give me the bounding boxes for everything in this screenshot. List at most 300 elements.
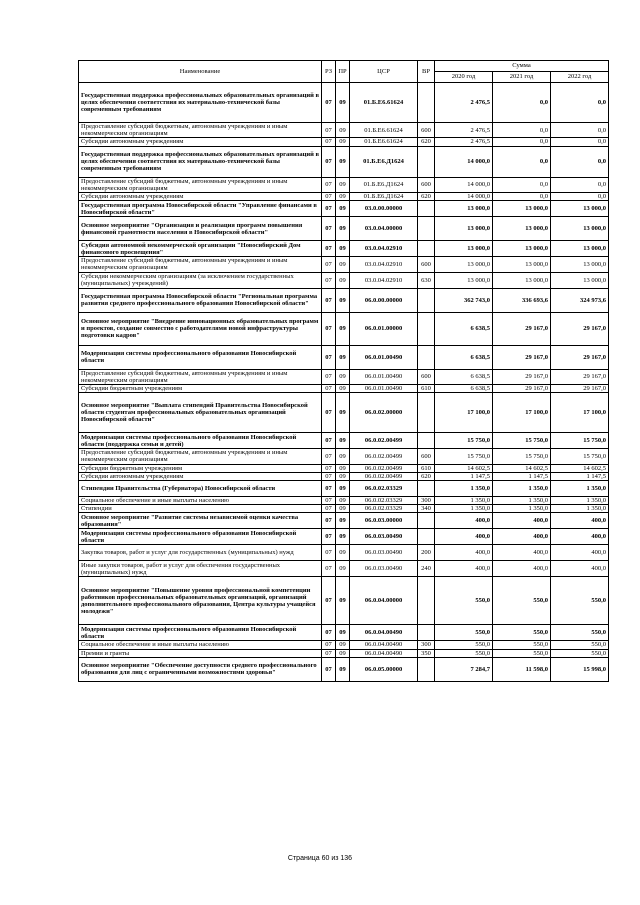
cell-csr: 06.0.01.00000	[350, 312, 418, 345]
cell-2020: 400,0	[435, 561, 493, 577]
table-row	[79, 177, 609, 192]
cell-vr: 600	[418, 123, 435, 138]
cell-2022: 13 000,0	[551, 257, 609, 272]
cell-name: Социальное обеспечение и иные выплаты населению	[79, 641, 322, 649]
cell-2020: 14 000,0	[435, 193, 493, 201]
cell-vr: 620	[418, 472, 435, 480]
cell-2022: 550,0	[551, 641, 609, 649]
cell-csr: 06.0.03.00490	[350, 561, 418, 577]
cell-pr: 09	[336, 385, 350, 393]
cell-rz: 07	[322, 649, 336, 657]
cell-name: Субсидии автономным учреждениям	[79, 193, 322, 201]
cell-vr: 610	[418, 464, 435, 472]
cell-2022: 0,0	[551, 83, 609, 123]
cell-vr	[418, 241, 435, 257]
cell-rz: 07	[322, 288, 336, 312]
cell-pr: 09	[336, 497, 350, 505]
cell-vr: 600	[418, 449, 435, 464]
cell-2022: 400,0	[551, 529, 609, 545]
table-row	[79, 472, 609, 480]
cell-name: Основное мероприятие "Организация и реализация программ повышения финансовой грамотности населения в Новосибирской области"	[79, 217, 322, 241]
cell-pr: 09	[336, 433, 350, 449]
cell-2022: 15 750,0	[551, 449, 609, 464]
cell-2022: 400,0	[551, 545, 609, 561]
cell-2020: 2 476,5	[435, 123, 493, 138]
table-row	[79, 241, 609, 257]
cell-2021: 0,0	[493, 83, 551, 123]
cell-name: Предоставление субсидий бюджетным, автономным учреждениям и иным некоммерческим организациям	[79, 449, 322, 464]
cell-vr: 350	[418, 649, 435, 657]
cell-name: Стипендии	[79, 505, 322, 513]
cell-2020: 400,0	[435, 513, 493, 529]
cell-rz: 07	[322, 545, 336, 561]
cell-2022: 13 000,0	[551, 201, 609, 217]
cell-pr: 09	[336, 649, 350, 657]
cell-2021: 336 693,6	[493, 288, 551, 312]
cell-2020: 550,0	[435, 577, 493, 625]
cell-2020: 6 638,5	[435, 385, 493, 393]
cell-rz: 07	[322, 561, 336, 577]
cell-2022: 550,0	[551, 649, 609, 657]
cell-vr: 300	[418, 641, 435, 649]
cell-pr: 09	[336, 257, 350, 272]
cell-name: Модернизация системы профессионального образования Новосибирской области (поддержка семьи и детей)	[79, 433, 322, 449]
cell-csr: 06.0.04.00490	[350, 641, 418, 649]
cell-name: Закупка товаров, работ и услуг для государственных (муниципальных) нужд	[79, 545, 322, 561]
cell-vr: 630	[418, 272, 435, 288]
cell-name: Предоставление субсидий бюджетным, автономным учреждениям и иным некоммерческим организациям	[79, 369, 322, 384]
cell-2021: 0,0	[493, 177, 551, 192]
col-header-rz: РЗ	[322, 61, 336, 83]
cell-2022: 324 973,6	[551, 288, 609, 312]
cell-pr: 09	[336, 288, 350, 312]
cell-csr: 06.0.02.00499	[350, 449, 418, 464]
cell-pr: 09	[336, 449, 350, 464]
cell-rz: 07	[322, 385, 336, 393]
cell-vr: 340	[418, 505, 435, 513]
cell-rz: 07	[322, 577, 336, 625]
cell-pr: 09	[336, 369, 350, 384]
page-footer: Страница 60 из 136	[287, 855, 353, 862]
cell-csr: 06.0.02.00499	[350, 472, 418, 480]
table-row	[79, 123, 609, 138]
cell-name: Субсидии некоммерческим организациям (за исключением государственных (муниципальных) учреждений)	[79, 272, 322, 288]
cell-2021: 1 147,5	[493, 472, 551, 480]
cell-rz: 07	[322, 312, 336, 345]
cell-vr	[418, 312, 435, 345]
cell-csr: 06.0.04.00490	[350, 649, 418, 657]
cell-2021: 1 350,0	[493, 481, 551, 497]
cell-2022: 0,0	[551, 146, 609, 177]
cell-2022: 15 750,0	[551, 433, 609, 449]
cell-2020: 14 602,5	[435, 464, 493, 472]
cell-rz: 07	[322, 201, 336, 217]
cell-2022: 550,0	[551, 577, 609, 625]
cell-pr: 09	[336, 561, 350, 577]
table-row	[79, 641, 609, 649]
cell-name: Государственная программа Новосибирской области "Региональная программа развития среднего профессионального образования Новосибирской области"	[79, 288, 322, 312]
cell-2021: 13 000,0	[493, 201, 551, 217]
cell-2022: 1 350,0	[551, 497, 609, 505]
cell-name: Основное мероприятие "Повышение уровня профессиональной компетенции работников профессиональных образовательных организаций, организаций дополнительного профессионального образования, Центра культуры учащейся молодежи"	[79, 577, 322, 625]
cell-vr: 620	[418, 193, 435, 201]
cell-vr: 600	[418, 369, 435, 384]
cell-csr: 06.0.02.00499	[350, 464, 418, 472]
table-row	[79, 217, 609, 241]
col-header-2021: 2021 год	[493, 72, 551, 83]
cell-vr: 600	[418, 177, 435, 192]
cell-pr: 09	[336, 241, 350, 257]
cell-2021: 0,0	[493, 193, 551, 201]
cell-2022: 29 167,0	[551, 345, 609, 369]
cell-csr: 03.0.04.02910	[350, 241, 418, 257]
cell-csr: 01.Б.Е6.61624	[350, 83, 418, 123]
col-header-vr: ВР	[418, 61, 435, 83]
cell-name: Субсидии автономным учреждениям	[79, 472, 322, 480]
cell-csr: 01.Б.Е6.61624	[350, 138, 418, 146]
cell-vr	[418, 657, 435, 681]
cell-csr: 03.0.04.00000	[350, 217, 418, 241]
cell-2021: 29 167,0	[493, 345, 551, 369]
cell-rz: 07	[322, 513, 336, 529]
cell-csr: 06.0.02.00499	[350, 433, 418, 449]
cell-rz: 07	[322, 193, 336, 201]
cell-rz: 07	[322, 641, 336, 649]
table-row	[79, 657, 609, 681]
cell-2022: 1 350,0	[551, 481, 609, 497]
cell-name: Основное мероприятие "Выплата стипендий Правительства Новосибирской области студентам профессиональных образовательных организаций Новосибирской области"	[79, 393, 322, 433]
cell-vr	[418, 217, 435, 241]
cell-csr: 06.0.01.00490	[350, 385, 418, 393]
cell-vr: 300	[418, 497, 435, 505]
cell-csr: 06.0.02.00000	[350, 393, 418, 433]
cell-2021: 550,0	[493, 577, 551, 625]
table-row	[79, 649, 609, 657]
cell-2020: 13 000,0	[435, 201, 493, 217]
cell-vr	[418, 201, 435, 217]
cell-rz: 07	[322, 449, 336, 464]
cell-2020: 550,0	[435, 649, 493, 657]
table-row	[79, 138, 609, 146]
cell-pr: 09	[336, 345, 350, 369]
cell-2022: 400,0	[551, 561, 609, 577]
cell-2021: 11 598,0	[493, 657, 551, 681]
cell-rz: 07	[322, 272, 336, 288]
cell-2020: 13 000,0	[435, 272, 493, 288]
table-row	[79, 481, 609, 497]
cell-pr: 09	[336, 217, 350, 241]
cell-2020: 17 100,0	[435, 393, 493, 433]
table-row	[79, 385, 609, 393]
table-header-row	[79, 61, 609, 72]
cell-pr: 09	[336, 464, 350, 472]
cell-name: Государственная поддержка профессиональных образовательных организаций в целях обеспечения соответствия их материально-технической базы современным требованиям	[79, 83, 322, 123]
cell-csr: 01.Б.Е6.Д1624	[350, 193, 418, 201]
budget-table	[78, 60, 609, 682]
cell-2022: 15 998,0	[551, 657, 609, 681]
cell-vr	[418, 433, 435, 449]
cell-csr: 01.Б.Е6.Д1624	[350, 177, 418, 192]
table-row	[79, 449, 609, 464]
cell-2020: 400,0	[435, 529, 493, 545]
table-row	[79, 146, 609, 177]
cell-2022: 17 100,0	[551, 393, 609, 433]
cell-name: Субсидия автономной некоммерческой организации "Новосибирский Дом финансового просвещения"	[79, 241, 322, 257]
cell-2020: 2 476,5	[435, 83, 493, 123]
cell-2022: 0,0	[551, 177, 609, 192]
cell-csr: 06.0.02.03329	[350, 505, 418, 513]
cell-csr: 06.0.00.00000	[350, 288, 418, 312]
cell-pr: 09	[336, 513, 350, 529]
cell-vr: 620	[418, 138, 435, 146]
col-header-csr: ЦСР	[350, 61, 418, 83]
cell-pr: 09	[336, 138, 350, 146]
table-body	[79, 83, 609, 682]
cell-pr: 09	[336, 193, 350, 201]
cell-pr: 09	[336, 472, 350, 480]
col-header-sum: Сумма	[435, 61, 609, 72]
cell-2021: 17 100,0	[493, 393, 551, 433]
cell-name: Государственная поддержка профессиональных образовательных организаций в целях обеспечения соответствия их материально-технической базы современным требованиям	[79, 146, 322, 177]
cell-2022: 0,0	[551, 193, 609, 201]
cell-2022: 1 350,0	[551, 505, 609, 513]
cell-vr	[418, 146, 435, 177]
table-row	[79, 272, 609, 288]
cell-rz: 07	[322, 369, 336, 384]
cell-2020: 13 000,0	[435, 257, 493, 272]
table-row	[79, 505, 609, 513]
cell-csr: 06.0.02.03329	[350, 481, 418, 497]
table-row	[79, 201, 609, 217]
col-header-name: Наименование	[79, 61, 322, 83]
cell-2022: 14 602,5	[551, 464, 609, 472]
cell-2020: 13 000,0	[435, 241, 493, 257]
table-row	[79, 193, 609, 201]
cell-2020: 550,0	[435, 625, 493, 641]
cell-pr: 09	[336, 641, 350, 649]
cell-pr: 09	[336, 83, 350, 123]
cell-csr: 03.0.04.02910	[350, 272, 418, 288]
cell-csr: 06.0.04.00000	[350, 577, 418, 625]
cell-name: Предоставление субсидий бюджетным, автономным учреждениям и иным некоммерческим организациям	[79, 123, 322, 138]
col-header-pr: ПР	[336, 61, 350, 83]
cell-2021: 13 000,0	[493, 241, 551, 257]
cell-name: Иные закупки товаров, работ и услуг для обеспечения государственных (муниципальных) нужд	[79, 561, 322, 577]
cell-rz: 07	[322, 497, 336, 505]
table-row	[79, 393, 609, 433]
cell-name: Премии и гранты	[79, 649, 322, 657]
cell-pr: 09	[336, 123, 350, 138]
cell-2020: 6 638,5	[435, 345, 493, 369]
cell-csr: 06.0.01.00490	[350, 369, 418, 384]
cell-2021: 15 750,0	[493, 433, 551, 449]
cell-rz: 07	[322, 345, 336, 369]
cell-vr	[418, 513, 435, 529]
cell-csr: 06.0.04.00490	[350, 625, 418, 641]
cell-2020: 2 476,5	[435, 138, 493, 146]
cell-2021: 550,0	[493, 649, 551, 657]
cell-2020: 14 000,0	[435, 146, 493, 177]
cell-csr: 06.0.03.00490	[350, 545, 418, 561]
cell-pr: 09	[336, 481, 350, 497]
cell-2021: 13 000,0	[493, 272, 551, 288]
cell-pr: 09	[336, 625, 350, 641]
cell-2022: 400,0	[551, 513, 609, 529]
table-row	[79, 288, 609, 312]
cell-2022: 13 000,0	[551, 272, 609, 288]
cell-name: Основное мероприятие "Обеспечение доступности среднего профессионального образования для лиц с ограниченными возможностями здоровья"	[79, 657, 322, 681]
cell-csr: 06.0.01.00490	[350, 345, 418, 369]
cell-pr: 09	[336, 505, 350, 513]
cell-csr: 01.Б.Е6.Д1624	[350, 146, 418, 177]
cell-rz: 07	[322, 138, 336, 146]
cell-name: Модернизация системы профессионального образования Новосибирской области	[79, 625, 322, 641]
cell-vr	[418, 345, 435, 369]
cell-2021: 29 167,0	[493, 312, 551, 345]
table-row	[79, 529, 609, 545]
col-header-2020: 2020 год	[435, 72, 493, 83]
cell-2021: 1 350,0	[493, 505, 551, 513]
cell-2020: 6 638,5	[435, 312, 493, 345]
cell-2021: 15 750,0	[493, 449, 551, 464]
cell-csr: 06.0.05.00000	[350, 657, 418, 681]
cell-name: Предоставление субсидий бюджетным, автономным учреждениям и иным некоммерческим организациям	[79, 177, 322, 192]
cell-rz: 07	[322, 657, 336, 681]
cell-rz: 07	[322, 505, 336, 513]
cell-2020: 6 638,5	[435, 369, 493, 384]
cell-pr: 09	[336, 577, 350, 625]
table-row	[79, 545, 609, 561]
cell-vr	[418, 625, 435, 641]
cell-name: Социальное обеспечение и иные выплаты населению	[79, 497, 322, 505]
cell-name: Стипендии Правительства (Губернатора) Новосибирской области	[79, 481, 322, 497]
cell-2021: 400,0	[493, 561, 551, 577]
table-row	[79, 345, 609, 369]
cell-rz: 07	[322, 217, 336, 241]
table-row	[79, 625, 609, 641]
cell-2020: 14 000,0	[435, 177, 493, 192]
cell-rz: 07	[322, 464, 336, 472]
cell-pr: 09	[336, 545, 350, 561]
cell-pr: 09	[336, 393, 350, 433]
cell-vr: 610	[418, 385, 435, 393]
cell-csr: 01.Б.Е6.61624	[350, 123, 418, 138]
cell-2022: 29 167,0	[551, 369, 609, 384]
cell-rz: 07	[322, 529, 336, 545]
cell-csr: 03.0.04.02910	[350, 257, 418, 272]
table-row	[79, 257, 609, 272]
cell-name: Основное мероприятие "Внедрение инновационных образовательных программ и проектов, создание совместно с работодателями новой инфраструктуры подготовки кадров"	[79, 312, 322, 345]
cell-2020: 1 350,0	[435, 481, 493, 497]
cell-2022: 550,0	[551, 625, 609, 641]
table-row	[79, 83, 609, 123]
cell-2020: 15 750,0	[435, 433, 493, 449]
cell-2021: 14 602,5	[493, 464, 551, 472]
cell-vr	[418, 577, 435, 625]
cell-pr: 09	[336, 177, 350, 192]
cell-2021: 13 000,0	[493, 257, 551, 272]
cell-vr	[418, 481, 435, 497]
cell-2021: 0,0	[493, 146, 551, 177]
table-row	[79, 561, 609, 577]
cell-2020: 7 284,7	[435, 657, 493, 681]
cell-rz: 07	[322, 472, 336, 480]
table-row	[79, 497, 609, 505]
cell-rz: 07	[322, 393, 336, 433]
cell-vr	[418, 288, 435, 312]
cell-2020: 400,0	[435, 545, 493, 561]
cell-2022: 0,0	[551, 138, 609, 146]
cell-rz: 07	[322, 177, 336, 192]
cell-name: Субсидии автономным учреждениям	[79, 138, 322, 146]
cell-2021: 1 350,0	[493, 497, 551, 505]
col-header-2022: 2022 год	[551, 72, 609, 83]
cell-2020: 550,0	[435, 641, 493, 649]
cell-2021: 29 167,0	[493, 369, 551, 384]
cell-rz: 07	[322, 257, 336, 272]
cell-2022: 13 000,0	[551, 241, 609, 257]
cell-rz: 07	[322, 241, 336, 257]
cell-2021: 550,0	[493, 641, 551, 649]
table-row	[79, 312, 609, 345]
cell-csr: 06.0.02.03329	[350, 497, 418, 505]
cell-rz: 07	[322, 146, 336, 177]
cell-vr: 240	[418, 561, 435, 577]
table-row	[79, 577, 609, 625]
cell-vr: 200	[418, 545, 435, 561]
cell-rz: 07	[322, 433, 336, 449]
cell-2020: 15 750,0	[435, 449, 493, 464]
cell-pr: 09	[336, 529, 350, 545]
table-row	[79, 369, 609, 384]
cell-name: Модернизация системы профессионального образования Новосибирской области	[79, 529, 322, 545]
cell-vr: 600	[418, 257, 435, 272]
cell-vr	[418, 83, 435, 123]
cell-2020: 1 147,5	[435, 472, 493, 480]
cell-2021: 400,0	[493, 513, 551, 529]
cell-name: Основное мероприятие "Развитие системы независимой оценки качества образования"	[79, 513, 322, 529]
cell-2021: 0,0	[493, 138, 551, 146]
cell-csr: 06.0.03.00490	[350, 529, 418, 545]
cell-2020: 362 743,0	[435, 288, 493, 312]
cell-2022: 29 167,0	[551, 312, 609, 345]
cell-2022: 0,0	[551, 123, 609, 138]
cell-rz: 07	[322, 123, 336, 138]
cell-pr: 09	[336, 146, 350, 177]
cell-2020: 1 350,0	[435, 497, 493, 505]
cell-2021: 29 167,0	[493, 385, 551, 393]
cell-pr: 09	[336, 201, 350, 217]
cell-name: Субсидии бюджетным учреждениям	[79, 385, 322, 393]
cell-2021: 400,0	[493, 529, 551, 545]
cell-vr	[418, 393, 435, 433]
cell-2022: 29 167,0	[551, 385, 609, 393]
cell-2021: 400,0	[493, 545, 551, 561]
table-row	[79, 464, 609, 472]
cell-csr: 03.0.00.00000	[350, 201, 418, 217]
cell-2021: 0,0	[493, 123, 551, 138]
cell-2021: 550,0	[493, 625, 551, 641]
cell-rz: 07	[322, 481, 336, 497]
cell-rz: 07	[322, 83, 336, 123]
cell-2022: 13 000,0	[551, 217, 609, 241]
cell-vr	[418, 529, 435, 545]
cell-2020: 13 000,0	[435, 217, 493, 241]
cell-pr: 09	[336, 272, 350, 288]
cell-csr: 06.0.03.00000	[350, 513, 418, 529]
cell-2020: 1 350,0	[435, 505, 493, 513]
cell-name: Субсидии бюджетным учреждениям	[79, 464, 322, 472]
